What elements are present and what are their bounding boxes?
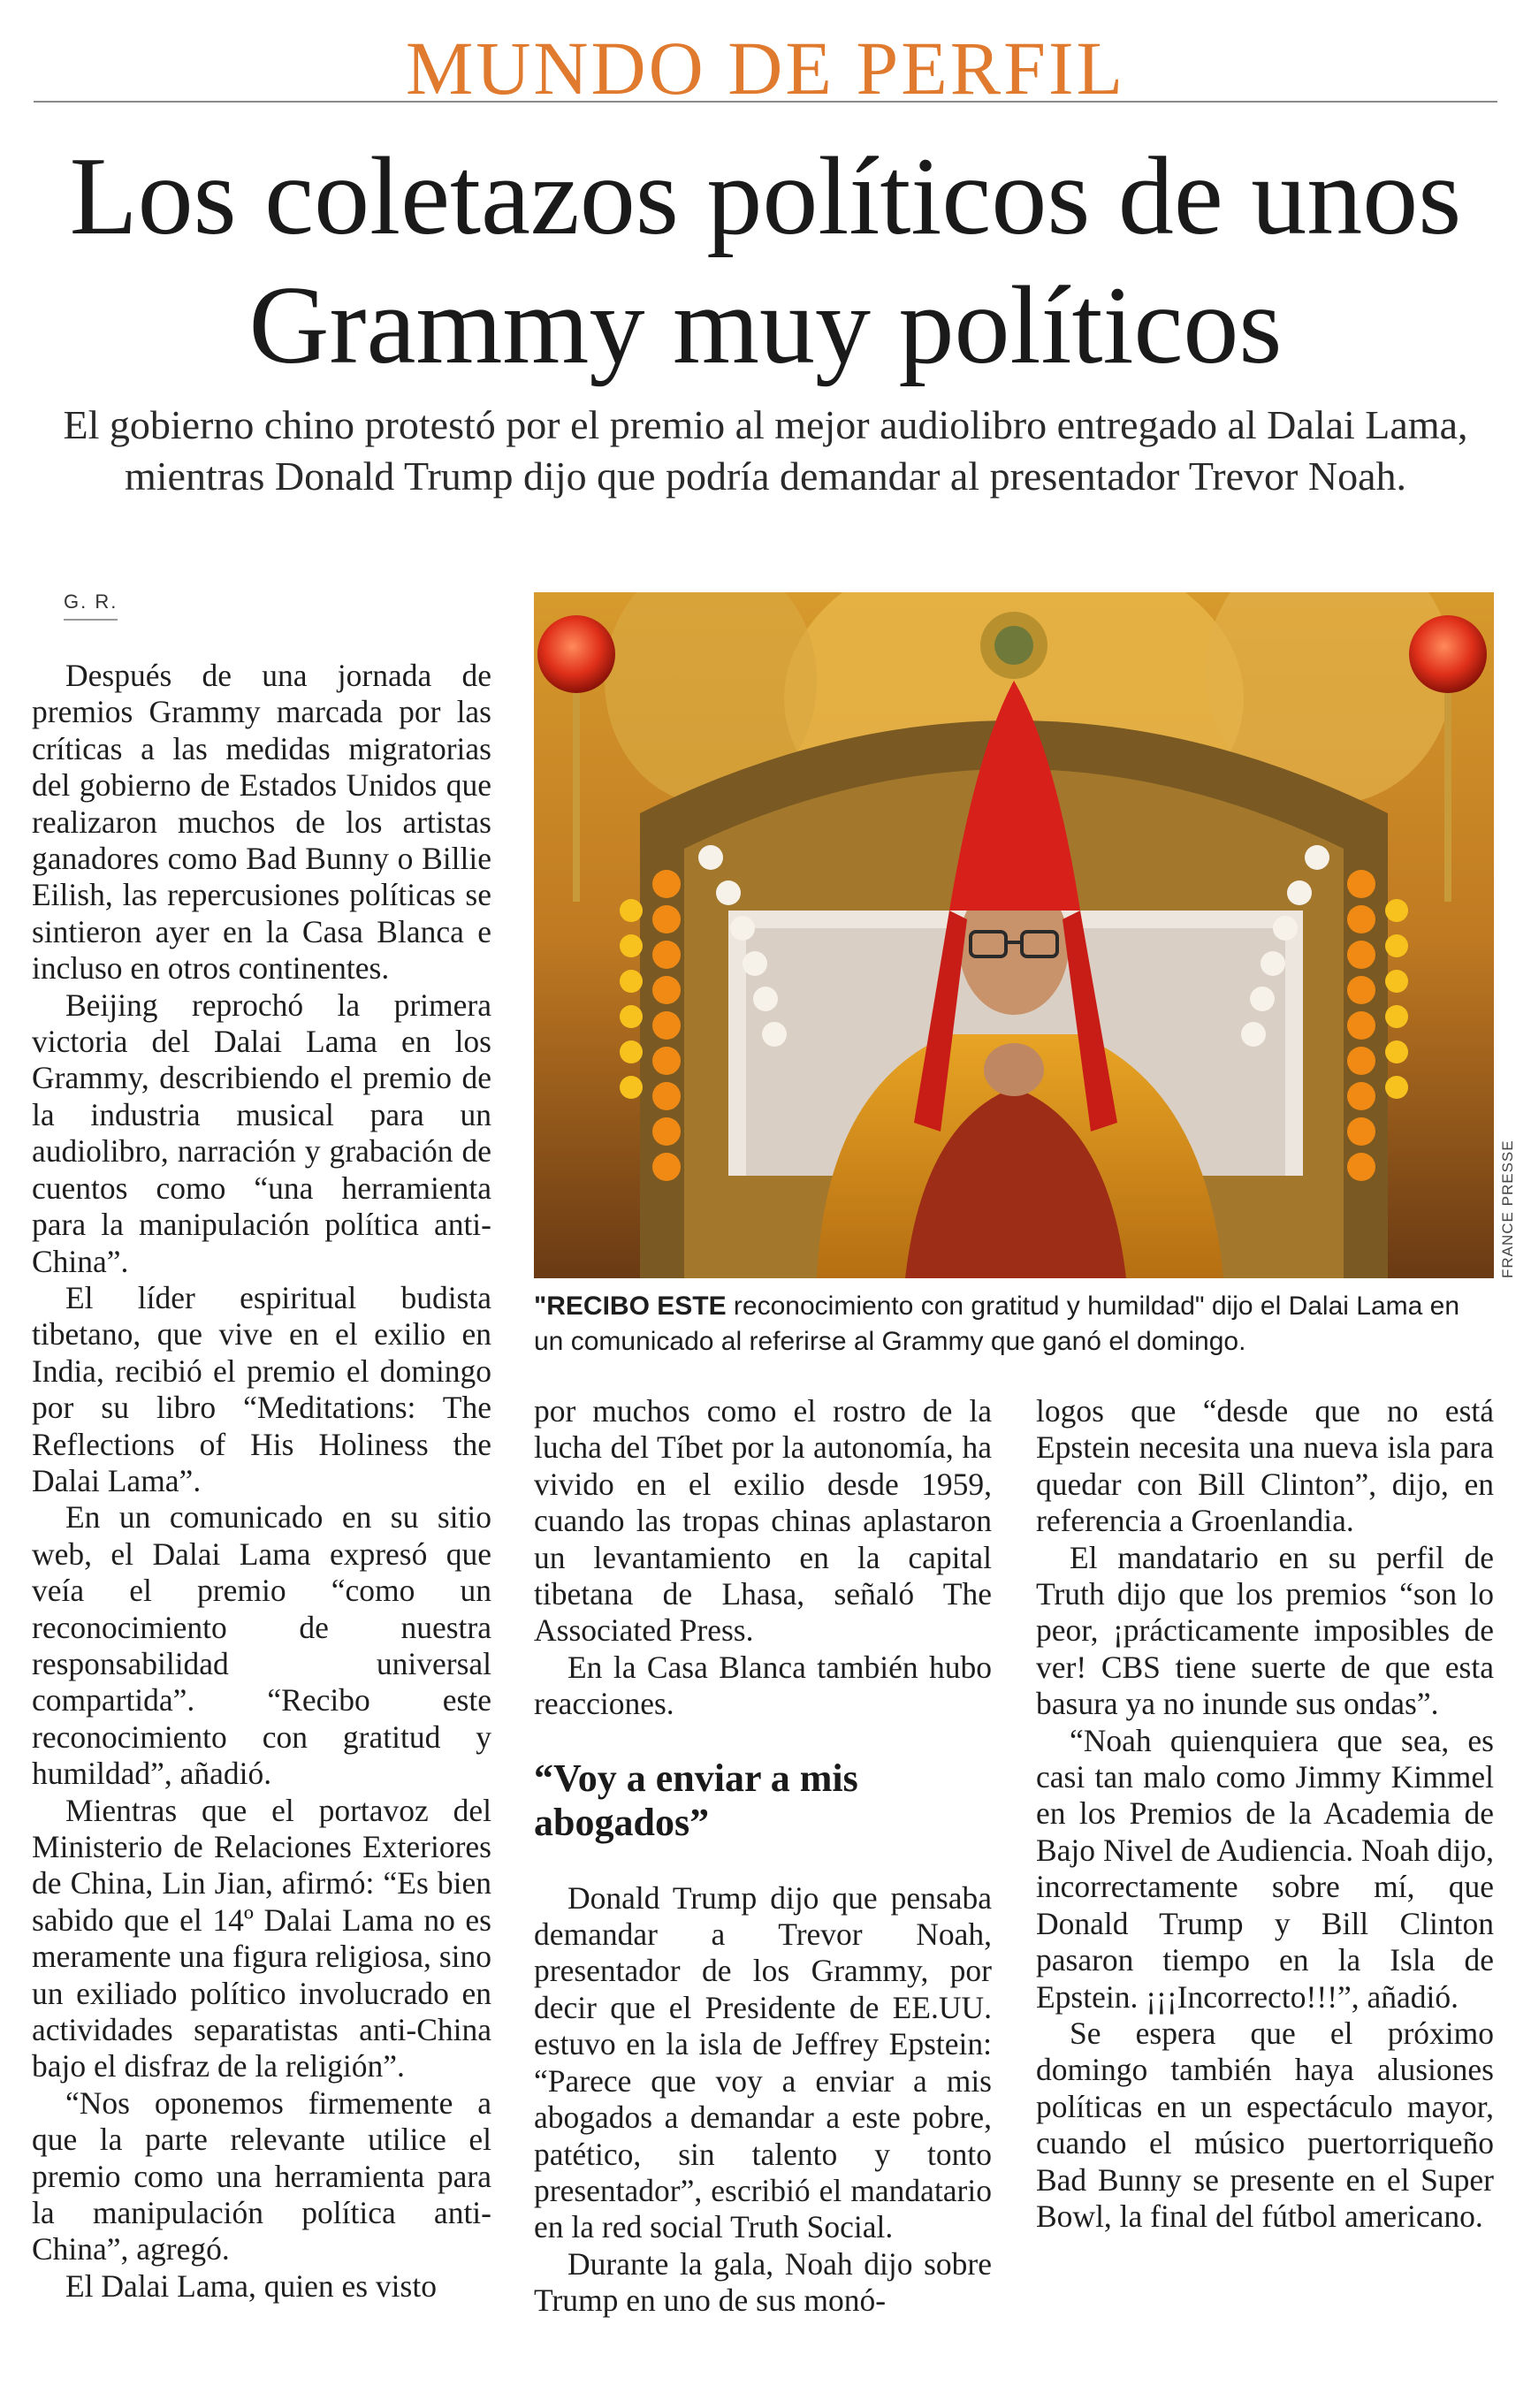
article-column-2 bbox=[534, 1393, 992, 2320]
body-paragraph: Se espera que el próximo domingo también haya alusiones políticas en un espectáculo mayor, cuando el músico puertorriqueño Bad Bunny se presente en el Super Bowl, la final del fútbol americano. bbox=[1036, 2015, 1494, 2234]
body-paragraph: por muchos como el rostro de la lucha del Tíbet por la autonomía, ha vivido en el exilio desde 1959, cuando las tropas chinas aplastaron un levantamiento en la capital tibetana de Lhasa, señaló The Associated Press. bbox=[534, 1393, 992, 1649]
body-paragraph: En un comunicado en su sitio web, el Dalai Lama expresó que veía el premio “como un reconocimiento de nuestra responsabilidad universal compartida”. “Recibo este reconocimiento con gratitud y humildad”, añadió. bbox=[32, 1499, 491, 1792]
article-column-3 bbox=[1036, 1393, 1494, 2235]
dalai-lama-photo bbox=[534, 592, 1494, 1278]
body-paragraph: Mientras que el portavoz del Ministerio de Relaciones Exteriores de China, Lin Jian, afirmó: “Es bien sabido que el 14º Dalai Lama no es meramente una figura religiosa, sino un exiliado político involucrado en actividades separatistas anti-China bajo el disfraz de la religión”. bbox=[32, 1792, 491, 2084]
caption-text: reconocimiento con gratitud y humildad" dijo el Dalai Lama en un comunicado al referirse al Grammy que ganó el domingo. bbox=[534, 1292, 1460, 1356]
photo-illustration bbox=[534, 592, 1494, 1278]
caption-lead: "RECIBO ESTE bbox=[534, 1292, 727, 1321]
body-paragraph: El mandatario en su perfil de Truth dijo que los premios “son lo peor, ¡prácticamente imposibles de ver! CBS tiene suerte de que esta basura ya no inunde sus ondas”. bbox=[1036, 1539, 1494, 1722]
section-label: MUNDO DE PERFIL bbox=[405, 26, 1126, 110]
photo-credit: FRANCE PRESSE bbox=[1499, 1139, 1516, 1278]
body-paragraph: Después de una jornada de premios Grammy marcada por las críticas a las medidas migratorias del gobierno de Estados Unidos que realizaron muchos de los artistas ganadores como Bad Bunny o Billie Eilish, las repercusiones políticas se sintieron ayer en la Casa Blanca e incluso en otros continentes. bbox=[32, 658, 491, 987]
body-paragraph: En la Casa Blanca también hubo reacciones. bbox=[534, 1649, 992, 1722]
body-paragraph: Durante la gala, Noah dijo sobre Trump en uno de sus monó- bbox=[534, 2245, 992, 2319]
body-paragraph: El Dalai Lama, quien es visto bbox=[65, 2267, 437, 2304]
body-paragraph: Donald Trump dijo que pensaba demandar a Trevor Noah, presentador de los Grammy, por decir que el Presidente de EE.UU. estuvo en la isla de Jeffrey Epstein: “Parece que voy a enviar a mis abogados a demandar a este pobre, patético, sin talento y tonto presentador”, escribió el mandatario en la red social Truth Social. bbox=[534, 1879, 992, 2245]
photo-caption bbox=[534, 1289, 1494, 1360]
subheading: “Voy a enviar a mis abogados” bbox=[534, 1756, 858, 1844]
body-paragraph: Beijing reprochó la primera victoria del Dalai Lama en los Grammy, describiendo el premio de la industria musical para un audiolibro, narración y grabación de cuentos como “una herramienta para la manipulación política anti-China”. bbox=[32, 987, 491, 1279]
headline: Los coletazos políticos de unos Grammy muy políticos bbox=[69, 135, 1462, 387]
deck-subtitle: El gobierno chino protestó por el premio al mejor audiolibro entregado al Dalai Lama, mientras Donald Trump dijo que podría demandar al presentador Trevor Noah. bbox=[63, 402, 1468, 499]
article-column-1 bbox=[32, 658, 491, 2305]
body-paragraph: “Nos oponemos firmemente a que la parte relevante utilice el premio como una herramienta para la manipulación política anti-China”, agregó. bbox=[32, 2084, 491, 2267]
body-paragraph: logos que “desde que no está Epstein necesita una nueva isla para quedar con Bill Clinton”, dijo, en referencia a Groenlandia. bbox=[1036, 1393, 1494, 1539]
body-paragraph: El líder espiritual budista tibetano, que vive en el exilio en India, recibió el premio el domingo por su libro “Meditations: The Reflections of His Holiness the Dalai Lama”. bbox=[32, 1279, 491, 1498]
body-paragraph: “Noah quienquiera que sea, es casi tan malo como Jimmy Kimmel en los Premios de la Academia de Bajo Nivel de Audiencia. Noah dijo, incorrectamente sobre mí, que Donald Trump y Bill Clinton pasaron tiempo en la Isla de Epstein. ¡¡¡Incorrecto!!!”, añadió. bbox=[1036, 1722, 1494, 2015]
byline: G. R. bbox=[64, 591, 118, 621]
